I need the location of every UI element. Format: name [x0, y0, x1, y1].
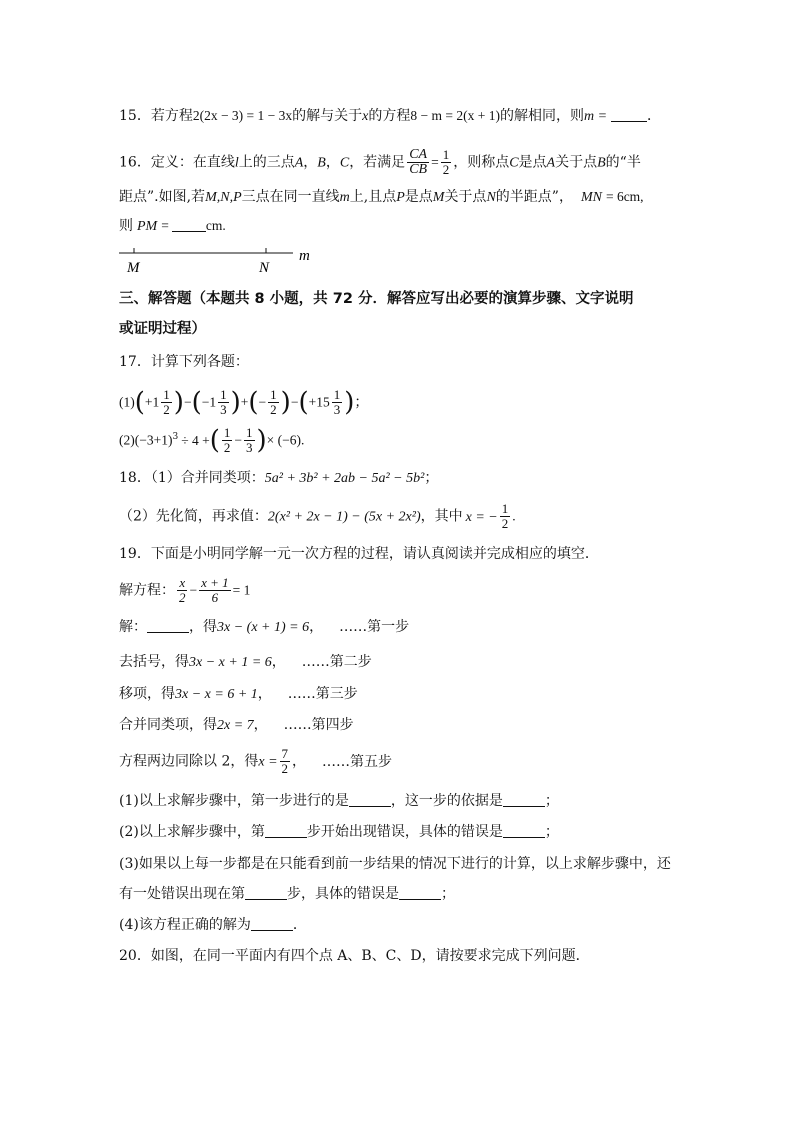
punctuation: ； [424, 470, 439, 486]
punctuation: ； [354, 394, 369, 411]
q16-text: 关于点 [444, 189, 487, 205]
q19-q2-blank-b[interactable] [503, 822, 545, 838]
q16-var: A [294, 155, 304, 171]
q16-var: MN [580, 190, 602, 205]
frac-num: 1 [163, 387, 170, 402]
frac-den: 3 [246, 440, 253, 455]
q19-q1-blank-a[interactable] [349, 791, 391, 807]
punctuation: ， [253, 717, 268, 733]
q18-text: ，其中 [420, 508, 463, 525]
q15-variable-x: x [362, 109, 369, 124]
question-20 [119, 946, 590, 966]
q16-text: ， [303, 154, 318, 171]
q19-text: (4)该方程正确的解为 [119, 917, 251, 933]
q16-var: m [339, 190, 350, 205]
q15-text-3: 的方程 [368, 108, 411, 124]
part-label: (1) [119, 394, 135, 410]
question-17 [119, 352, 249, 372]
q15-text-1: 若方程 [150, 108, 193, 124]
q16-fraction-ca-cb [407, 148, 429, 177]
expr: (−3+1) [134, 432, 173, 448]
q17-part-1 [119, 387, 369, 418]
step-tag: ……第四步 [283, 717, 354, 733]
frac-num: 1 [501, 501, 509, 516]
step-tag: ……第一步 [339, 619, 410, 635]
expr: x = [258, 754, 278, 770]
operator: + [240, 394, 249, 410]
exponent: 3 [172, 431, 179, 442]
question-16-line-3 [119, 216, 226, 237]
q19-text: (1)以上求解步骤中，第一步进行的是 [119, 793, 349, 809]
q19-text: 解方程： [119, 582, 175, 599]
frac-num: 1 [333, 387, 341, 402]
frac-den: 2 [442, 162, 450, 177]
question-16-line-1 [119, 148, 641, 177]
operator: − [189, 582, 198, 598]
q16-text: 三点在同一直线 [241, 189, 340, 205]
punctuation: ． [292, 917, 307, 933]
mixed-whole: +1 [144, 394, 160, 410]
q19-step-1 [119, 617, 409, 638]
paren: ) [230, 387, 241, 418]
q17-part-2 [119, 425, 305, 456]
q16-text: 是点 [404, 189, 433, 205]
q16-var: C [509, 155, 519, 171]
frac-num: 1 [220, 387, 227, 402]
question-number: 16． [119, 154, 151, 171]
fraction [161, 388, 172, 417]
q16-text: ，若满足 [349, 154, 406, 171]
mixed-whole: −1 [201, 394, 217, 410]
step-tag: ……第三步 [287, 686, 358, 702]
fraction [244, 426, 255, 455]
q15-end: ． [647, 108, 662, 124]
mixed-whole: +15 [308, 394, 330, 410]
q16-text: 是点 [518, 154, 547, 171]
frac-num: 7 [281, 746, 289, 761]
question-19 [119, 544, 599, 564]
fraction [332, 388, 343, 417]
fraction [280, 747, 291, 776]
section-heading-line-2: 或证明过程） [119, 321, 206, 337]
question-18-part-2 [119, 501, 516, 531]
q19-text: 方程两边同除以 2，得 [119, 753, 259, 770]
q16-text: cm. [205, 218, 226, 233]
sign: − [258, 394, 267, 410]
q20-text: 如图，在同一平面内有四个点 A、B、C、D，请按要求完成下列问题． [150, 948, 590, 964]
q16-var: A [546, 155, 556, 171]
q19-step-5 [119, 747, 392, 775]
q16-var: M,N,P [205, 190, 242, 205]
fraction [500, 502, 511, 531]
operator: − [234, 432, 243, 448]
expr: 5a² + 3b² + 2ab − 5a² − 5b² [264, 471, 425, 486]
expr: × (−6) [266, 432, 302, 448]
q16-var: l [234, 155, 239, 171]
q15-text-2: 的解与关于 [292, 108, 363, 124]
q19-step-2 [119, 652, 372, 673]
expr: 2x = 7 [217, 718, 254, 733]
q16-text: = [161, 218, 169, 233]
expr: 3x − (x + 1) = 6 [217, 620, 310, 635]
expr: 3x − x + 1 = 6 [189, 655, 272, 670]
q19-step-3 [119, 684, 358, 705]
expr: 3x − x = 6 + 1 [175, 687, 258, 702]
paren: ( [248, 387, 259, 418]
operator: − [183, 394, 192, 410]
frac-den: CB [409, 162, 428, 177]
frac-num: CA [409, 147, 428, 162]
q19-q1-blank-b[interactable] [503, 791, 545, 807]
frac-num: x + 1 [201, 575, 229, 590]
q16-text: 的“半 [605, 154, 641, 171]
q19-q2-blank-a[interactable] [265, 822, 307, 838]
fraction [218, 388, 229, 417]
q16-text: ，则称点 [453, 154, 510, 171]
q19-text: 合并同类项，得 [119, 717, 217, 733]
q16-text: 定义：在直线 [150, 154, 235, 171]
expr: x = − [465, 509, 498, 525]
question-18-part-1 [119, 468, 438, 489]
frac-num: x [179, 575, 186, 590]
q16-text: 关于点 [555, 154, 598, 171]
part-label: （2）先化简，再求值： [119, 508, 268, 525]
question-number: 18． [119, 470, 151, 486]
point-n-label: N [259, 260, 270, 276]
paren: ) [173, 387, 184, 418]
punctuation: ， [309, 619, 324, 635]
q19-text: 步，具体的错误是 [287, 886, 399, 902]
q19-subq-3-line-1: (3)如果以上每一步都是在只能看到前一步结果的情况下进行的计算，以上求解步骤中，还 [119, 856, 671, 872]
question-16-line-2 [119, 187, 644, 208]
punctuation: ； [544, 824, 559, 840]
q19-text: 有一处错误出现在第 [119, 886, 245, 902]
question-number: 20． [119, 948, 151, 964]
q16-eq: = [431, 154, 439, 170]
frac-den: 2 [179, 590, 186, 605]
punctuation: ； [441, 886, 455, 902]
part-label: (2) [119, 432, 135, 448]
q19-text: 去括号，得 [119, 654, 189, 670]
q16-text: 则 [119, 218, 133, 234]
frac-num: 1 [223, 425, 231, 440]
q16-text: 的半距点”， [495, 189, 573, 205]
expr: 2(x² + 2x − 1) − (5x + 2x²) [267, 509, 421, 525]
q16-text: = 6cm, [605, 189, 644, 204]
q19-step-4 [119, 715, 354, 736]
fraction [268, 388, 279, 417]
q16-fraction-half [441, 148, 452, 177]
punctuation: ； [544, 793, 559, 809]
q16-text: 上的三点 [238, 154, 295, 171]
q19-text: ，得 [189, 619, 217, 635]
q19-text: ，这一步的依据是 [390, 793, 503, 809]
punctuation: ， [257, 686, 272, 702]
question-number: 19． [119, 546, 151, 562]
q19-q4-blank[interactable] [251, 915, 293, 931]
operator: − [290, 394, 299, 410]
fraction [222, 426, 233, 455]
question-number: 15． [119, 108, 151, 124]
punctuation: ， [292, 753, 307, 770]
frac-den: 2 [163, 402, 170, 417]
frac-num: 1 [442, 147, 450, 162]
frac-den: 6 [211, 590, 219, 605]
line-m-label: m [299, 248, 310, 264]
q19-intro: 下面是小明同学解一元一次方程的过程，请认真阅读并完成相应的填空． [150, 546, 599, 562]
q15-equation-1: 2(2x − 3) = 1 − 3x [192, 108, 293, 123]
q17-intro: 计算下列各题： [150, 354, 249, 370]
frac-num: 1 [246, 425, 253, 440]
expr: = 1 [232, 582, 251, 598]
punctuation: . [301, 432, 305, 448]
frac-num: 1 [270, 387, 277, 402]
q16-text: 上,且点 [349, 189, 397, 205]
q19-text: 步开始出现错误，具体的错误是 [306, 824, 503, 840]
q16-line-figure [115, 244, 325, 276]
paren: ) [280, 387, 291, 418]
q19-text: 解： [119, 619, 147, 635]
paren: ( [298, 387, 309, 418]
frac-den: 2 [281, 761, 289, 776]
expr: ÷ 4 + [181, 432, 210, 448]
q16-var: P [396, 190, 405, 205]
q19-subq-1 [119, 791, 559, 811]
q19-equation [119, 576, 250, 606]
paren: ( [191, 387, 202, 418]
q19-step1-blank[interactable] [147, 617, 189, 633]
frac-den: 3 [220, 402, 227, 417]
q16-answer-blank[interactable] [172, 216, 206, 232]
q19-q3-blank-a[interactable] [245, 884, 287, 900]
q19-subq-4 [119, 915, 307, 935]
punctuation: . [512, 508, 516, 524]
q15-equation-2: 8 − m = 2(x + 1) [410, 108, 500, 123]
q19-subq-2 [119, 822, 559, 842]
frac-den: 2 [223, 440, 231, 455]
q15-answer-prefix: m = [583, 109, 608, 124]
q16-var: N [486, 190, 496, 205]
section-heading: 三、解答题（本题共 8 小题，共 72 分．解答应写出必要的演算步骤、文字说明 [119, 291, 634, 307]
frac-den: 3 [333, 402, 341, 417]
paren: ) [256, 425, 267, 456]
q16-var: M [432, 190, 445, 205]
fraction [177, 576, 188, 605]
paren: ( [134, 387, 145, 418]
frac-den: 2 [270, 402, 277, 417]
question-15 [119, 106, 661, 127]
q19-subq-3-line-2 [119, 884, 455, 904]
q16-text: 距点”.如图,若 [119, 189, 206, 205]
q15-text-4: 的解相同，则 [499, 108, 584, 124]
punctuation: ， [271, 654, 286, 670]
q16-var: PM [137, 219, 158, 234]
q16-var: C [339, 155, 350, 171]
part-label: （1）合并同类项： [150, 470, 265, 486]
q15-answer-blank[interactable] [611, 106, 647, 122]
step-tag: ……第五步 [322, 753, 393, 770]
fraction [199, 576, 231, 605]
question-number: 17． [119, 354, 151, 370]
point-m-label: M [127, 260, 140, 276]
q19-text: (2)以上求解步骤中，第 [119, 824, 265, 840]
q16-var: B [597, 155, 606, 171]
q19-q3-blank-b[interactable] [399, 884, 441, 900]
step-tag: ……第二步 [301, 654, 372, 670]
paren: ) [344, 387, 355, 418]
frac-den: 2 [501, 516, 509, 531]
q16-text: ， [325, 154, 340, 171]
paren: ( [209, 425, 220, 456]
q16-var: B [317, 155, 326, 171]
q19-text: 移项，得 [119, 686, 175, 702]
